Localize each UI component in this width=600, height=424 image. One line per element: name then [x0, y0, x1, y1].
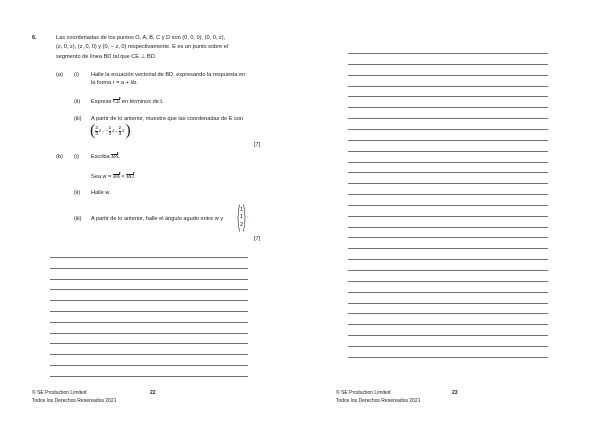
part-b-i-text: Escriba BA.	[91, 154, 120, 160]
part-b-i-text-label: Escriba	[91, 154, 110, 160]
part-a-ii-label: (ii)	[74, 99, 81, 105]
cross-sign: ×	[121, 174, 125, 180]
part-b-marks: [7]	[254, 236, 261, 242]
answer-line	[348, 53, 548, 54]
answer-line	[348, 248, 548, 249]
answer-line	[348, 270, 548, 271]
answer-line	[348, 259, 548, 260]
answer-line	[50, 268, 248, 269]
answer-line	[50, 300, 248, 301]
question-number: 6.	[32, 35, 37, 41]
answer-line	[348, 162, 548, 163]
answer-line	[348, 324, 548, 325]
vector-entry-2: 1	[240, 214, 244, 221]
answer-line	[348, 194, 548, 195]
vector-entry-3: 2	[240, 221, 244, 228]
question-intro-line-2: (z, 0, z), (z, 0, 0) y (0, − z, 0) respectivamente. E es un punto sobre el	[56, 44, 229, 50]
page-number-left: 22	[150, 390, 156, 396]
vector-ba-2: BA	[112, 174, 120, 180]
answer-line	[348, 237, 548, 238]
answer-line	[348, 129, 548, 130]
answer-line	[348, 205, 548, 206]
answer-line	[348, 292, 548, 293]
answer-line	[50, 257, 248, 258]
coord-z-3: z	[122, 128, 125, 134]
answer-line	[348, 172, 548, 173]
footer-rights-right: Todos los Derechos Reservados 2021	[336, 398, 421, 404]
vector-bd: BD	[126, 174, 134, 180]
answer-line	[50, 376, 248, 377]
answer-line	[50, 365, 248, 366]
part-a-label: (a)	[56, 72, 63, 78]
answer-line	[348, 64, 548, 65]
answer-line	[348, 227, 548, 228]
answer-line	[348, 183, 548, 184]
point-e-coordinates: ( $\frac{2}{3}$ z , − $\frac{1}{3}$ z , $\frac{2}{3}$ z ) .	[90, 122, 133, 139]
fraction-1: $\frac{2}{3}$	[95, 125, 98, 137]
part-a-iii-label: (iii)	[74, 116, 82, 122]
answer-line	[348, 140, 548, 141]
answer-line	[348, 151, 548, 152]
part-b-iii-label: (iii)	[74, 216, 82, 222]
part-a-ii-text-pre: Exprese	[91, 99, 112, 105]
answer-line	[50, 343, 248, 344]
part-b-ii-text: Halle w.	[91, 190, 111, 196]
answer-line	[348, 281, 548, 282]
answer-line	[348, 96, 548, 97]
definition-w-pre: Sea w =	[91, 174, 112, 180]
answer-line	[348, 118, 548, 119]
part-b-iii-text: A partir de lo anterior, halle el ángulo agudo entre w y	[91, 216, 224, 222]
answer-line	[50, 279, 248, 280]
part-a-i-label: (i)	[74, 72, 79, 78]
fraction-3: $\frac{2}{3}$	[118, 125, 122, 137]
left-paren: (	[90, 122, 96, 139]
right-paren: )	[125, 122, 131, 139]
answer-line	[348, 86, 548, 87]
part-b-i-label: (i)	[74, 154, 79, 160]
answer-line	[348, 313, 548, 314]
vector-entry-1: 1	[240, 206, 244, 213]
answer-line	[348, 357, 548, 358]
vector-ba: BA	[111, 154, 119, 160]
footer-company-left: © SE Production Limited	[32, 390, 87, 396]
answer-line	[348, 75, 548, 76]
column-vector: 1 1 2 .	[236, 204, 249, 232]
answer-line	[50, 322, 248, 323]
footer-company-right: © SE Production Limited	[336, 390, 391, 396]
part-a-i-line-1: Halle la ecuación vectorial de BD, expresando la respuesta en	[91, 72, 246, 78]
part-a-marks: [7]	[254, 142, 261, 148]
part-b-ii-label: (ii)	[74, 190, 81, 196]
vector-ce: CE	[113, 99, 121, 105]
answer-line	[348, 335, 548, 336]
definition-w: Sea w = BA × BD.	[91, 174, 136, 180]
question-intro-line-1: Las coordenadas de los puntos O, A, B, C y D son (0, 0, 0), (0, 0, z),	[56, 35, 226, 41]
answer-line	[348, 346, 548, 347]
answer-line	[348, 107, 548, 108]
answer-line	[50, 289, 248, 290]
answer-line	[50, 354, 248, 355]
page-number-right: 23	[452, 390, 458, 396]
answer-line	[348, 303, 548, 304]
part-a-ii-text	[91, 99, 163, 106]
answer-line	[348, 216, 548, 217]
coord-z-2: z	[112, 128, 115, 134]
fraction-2: $\frac{1}{3}$	[108, 125, 112, 137]
part-a-ii-text-post: en términos de t.	[121, 99, 164, 105]
minus-sign: −	[105, 128, 109, 134]
part-a-i-line-2: la forma r = a + λb.	[91, 80, 138, 86]
answer-line	[50, 333, 248, 334]
part-a-iii-text: A partir de lo anterior, muestre que las coordenadas de E son	[91, 116, 244, 122]
coord-z-1: z	[99, 128, 102, 134]
part-b-label: (b)	[56, 154, 63, 160]
footer-rights-left: Todos los Derechos Reservados 2021	[32, 398, 117, 404]
question-intro-line-3: segmento de línea BD tal que CE ⊥ BD.	[56, 54, 157, 60]
answer-line	[50, 311, 248, 312]
